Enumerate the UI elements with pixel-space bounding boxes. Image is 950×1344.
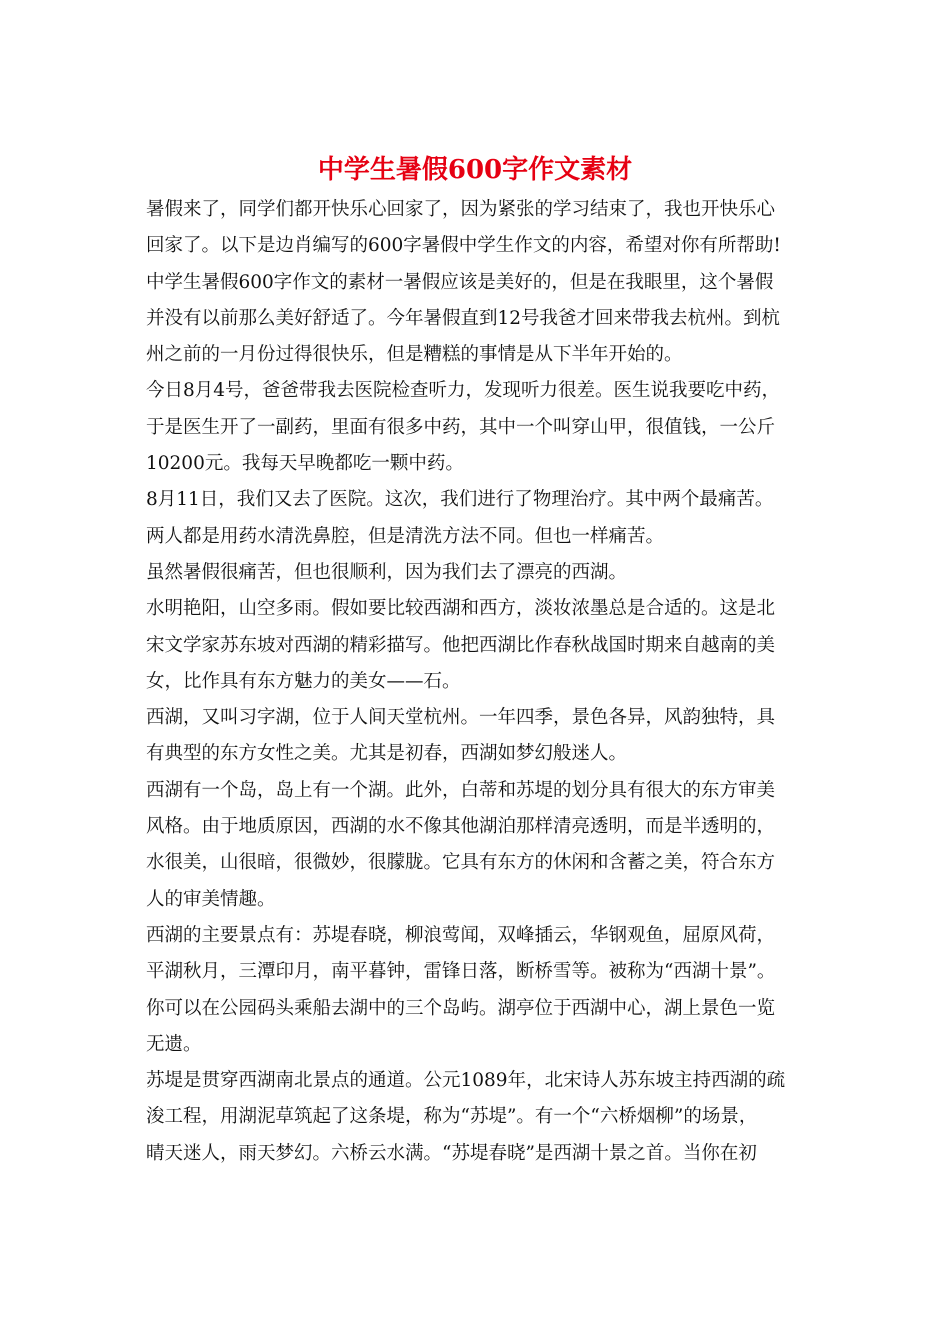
- text-line: 苏堤是贯穿西湖南北景点的通道。公元1089年，北宋诗人苏东坡主持西湖的疏: [146, 1070, 786, 1092]
- document-title: 中学生暑假600字作文素材: [317, 155, 633, 185]
- text-line: 风格。由于地质原因，西湖的水不像其他湖泊那样清亮透明，而是半透明的，: [146, 816, 776, 838]
- text-line: 今日8月4号，爸爸带我去医院检查听力，发现听力很差。医生说我要吃中药，: [146, 380, 781, 402]
- text-line: 人的审美情趣。: [146, 888, 276, 910]
- text-line: 平湖秋月，三潭印月，南平暮钟，雷锋日落，断桥雪等。被称为“西湖十景”。: [146, 961, 776, 983]
- text-line: 两人都是用药水清洗鼻腔，但是清洗方法不同。但也一样痛苦。: [146, 525, 665, 547]
- text-line: 中学生暑假600字作文的素材一暑假应该是美好的，但是在我眼里，这个暑假: [146, 271, 774, 293]
- text-line: 暑假来了，同学们都开快乐心回家了，因为紧张的学习结束了，我也开快乐心: [146, 199, 776, 220]
- text-line: 西湖有一个岛，岛上有一个湖。此外，白蒂和苏堤的划分具有很大的东方审美: [146, 779, 776, 801]
- text-line: 回家了。以下是边肖编写的600字暑假中学生作文的内容，希望对你有所帮助!: [146, 235, 781, 257]
- text-line: 并没有以前那么美好舒适了。今年暑假直到12号我爸才回来带我去杭州。到杭: [146, 307, 781, 329]
- text-line: 无遗。: [146, 1033, 202, 1055]
- text-line: 于是医生开了一副药，里面有很多中药，其中一个叫穿山甲，很值钱，一公斤: [146, 416, 776, 438]
- text-line: 州之前的一月份过得很快乐，但是糟糕的事情是从下半年开始的。: [146, 344, 683, 366]
- text-line: 浚工程，用湖泥草筑起了这条堤，称为“苏堤”。有一个“六桥烟柳”的场景，: [146, 1106, 758, 1128]
- document-body: [146, 192, 810, 1172]
- text-line: 女，比作具有东方魅力的美女——石。: [146, 670, 461, 692]
- text-line: 水明艳阳，山空多雨。假如要比较西湖和西方，淡妆浓墨总是合适的。这是北: [146, 598, 776, 620]
- text-line: 10200元。我每天早晚都吃一颗中药。: [146, 453, 464, 475]
- text-line: 水很美，山很暗，很微妙，很朦胧。它具有东方的休闲和含蓄之美，符合东方: [146, 852, 776, 874]
- text-line: 8月11日，我们又去了医院。这次，我们进行了物理治疗。其中两个最痛苦。: [146, 489, 774, 511]
- text-line: 西湖，又叫习字湖，位于人间天堂杭州。一年四季，景色各异，风韵独特，具: [146, 707, 776, 729]
- text-line: 西湖的主要景点有：苏堤春晓，柳浪莺闻，双峰插云，华钢观鱼，屈原风荷，: [146, 924, 776, 946]
- text-line: 你可以在公园码头乘船去湖中的三个岛屿。湖亭位于西湖中心，湖上景色一览: [146, 997, 776, 1019]
- text-line: 宋文学家苏东坡对西湖的精彩描写。他把西湖比作春秋战国时期来自越南的美: [146, 634, 776, 656]
- text-line: 晴天迷人，雨天梦幻。六桥云水满。“苏堤春晓”是西湖十景之首。当你在初: [146, 1142, 757, 1164]
- text-line: 有典型的东方女性之美。尤其是初春，西湖如梦幻般迷人。: [146, 743, 628, 765]
- text-line: 虽然暑假很痛苦，但也很顺利，因为我们去了漂亮的西湖。: [146, 561, 628, 583]
